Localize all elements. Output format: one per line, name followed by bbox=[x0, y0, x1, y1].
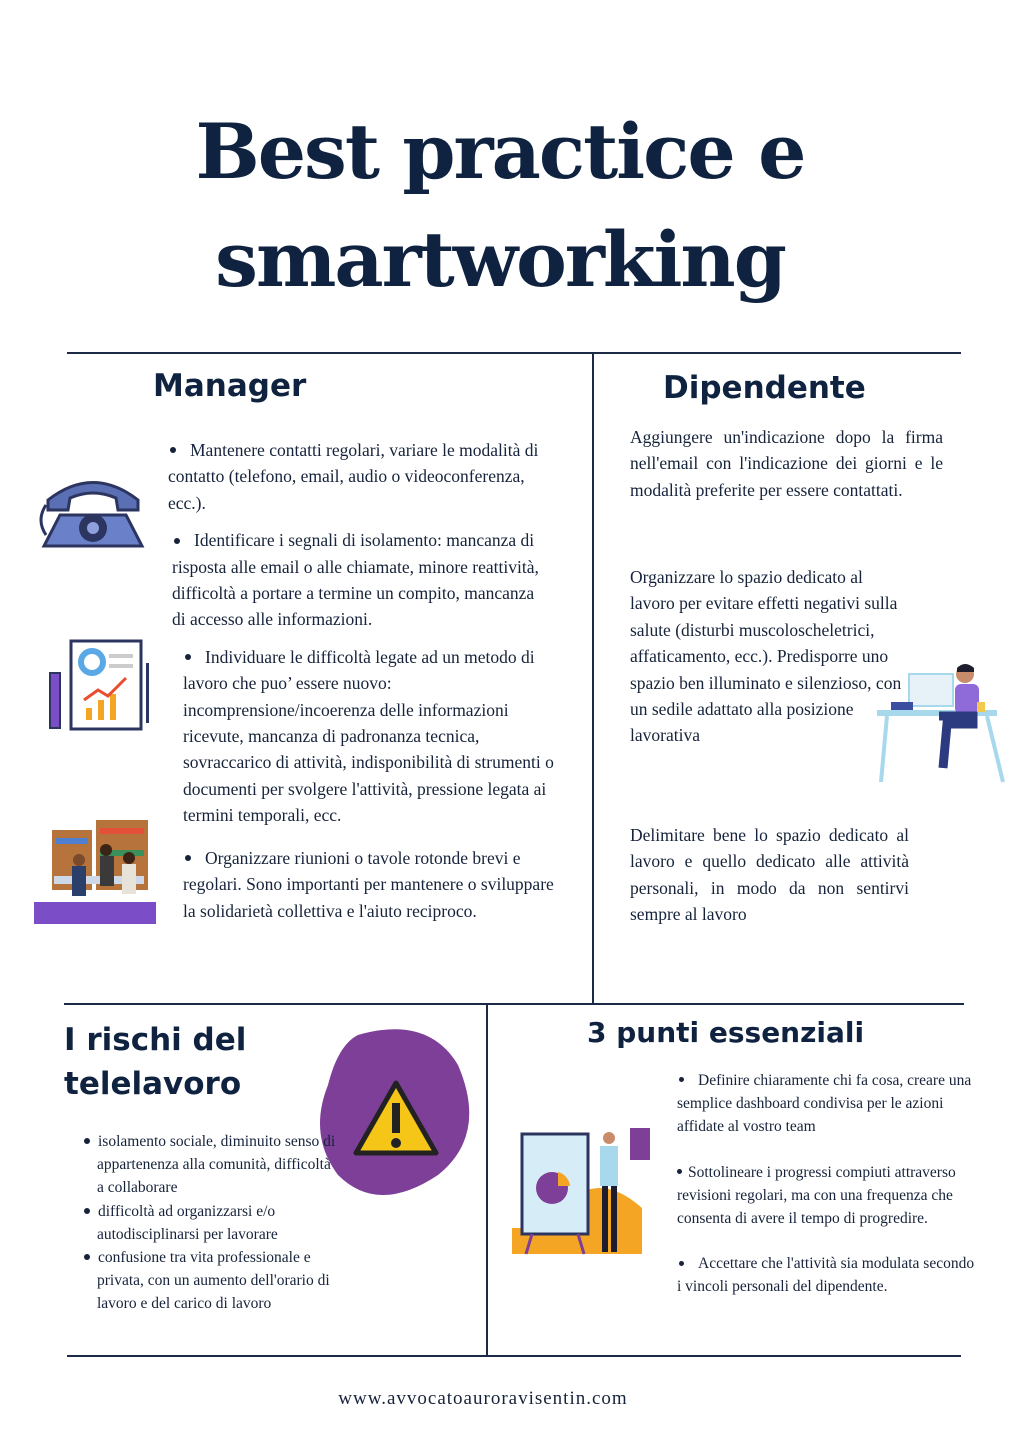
list-item-text: difficoltà ad organizzarsi e/o autodisciplinarsi per lavorare bbox=[97, 1202, 278, 1243]
warning-blob-icon bbox=[318, 1025, 478, 1205]
rischi-heading bbox=[64, 1018, 246, 1106]
divider bbox=[486, 1004, 488, 1356]
dipendente-heading: Dipendente bbox=[663, 370, 866, 406]
rischi-list bbox=[82, 1130, 337, 1316]
list-item bbox=[677, 1069, 977, 1139]
list-item bbox=[677, 1252, 977, 1298]
list-item-text: Sottolineare i progressi compiuti attraverso revisioni regolari, ma con una frequenza che consenta di avere il tempo di progredire. bbox=[677, 1163, 956, 1228]
list-item bbox=[183, 845, 558, 924]
dipendente-paragraph: Delimitare bene lo spazio dedicato al lavoro e quello dedicato alle attività personali, in modo da non sentirvi sempre al lavoro bbox=[630, 825, 909, 925]
person-at-desk-icon bbox=[877, 660, 1009, 785]
list-item bbox=[677, 1161, 977, 1231]
list-item-text: confusione tra vita professionale e privata, con un aumento dell'orario di lavoro e del carico di lavoro bbox=[97, 1249, 330, 1313]
list-item-text: Identificare i segnali di isolamento: mancanza di risposta alle email o alle chiamate, minore reattività, difficoltà a portare a termine un compito, mancanza di accesso alle informazioni. bbox=[172, 530, 539, 630]
divider bbox=[64, 1003, 964, 1005]
divider bbox=[592, 353, 594, 1004]
list-item-text: isolamento sociale, diminuito senso di appartenenza alla comunità, difficoltà a collaborare bbox=[97, 1133, 336, 1197]
list-item bbox=[82, 1246, 337, 1316]
divider bbox=[67, 352, 961, 354]
punti-list bbox=[677, 1069, 977, 1299]
list-item bbox=[168, 437, 563, 516]
list-item-text: Individuare le difficoltà legate ad un metodo di lavoro che puo’ essere nuovo: incomprensione/incoerenza delle informazioni ricevute, mancanza di padronanza tecnica, sovraccarico di attività, indisponibilità di strumenti o documenti per svolgere l'attività, pressione legata ai termini temporali, ecc. bbox=[183, 646, 554, 826]
title-line-2: smartworking bbox=[215, 215, 785, 304]
list-item bbox=[172, 527, 547, 633]
list-item bbox=[82, 1130, 337, 1200]
list-item-text: Accettare che l'attività sia modulata secondo i vincoli personali del dipendente. bbox=[677, 1255, 975, 1296]
page-title bbox=[0, 98, 1000, 314]
footer-website[interactable]: www.avvocatoauroravisentin.com bbox=[338, 1388, 628, 1409]
report-chart-icon bbox=[46, 638, 152, 733]
punti-heading: 3 punti essenziali bbox=[587, 1016, 865, 1049]
manager-list bbox=[168, 437, 563, 935]
title-line-1: Best practice e bbox=[195, 107, 805, 196]
dipendente-paragraph: Aggiungere un'indicazione dopo la firma nell'email con l'indicazione dei giorni e le modalità preferite per essere contattati. bbox=[630, 427, 943, 500]
divider bbox=[67, 1355, 961, 1357]
list-item-text: Organizzare riunioni o tavole rotonde brevi e regolari. Sono importanti per mantenere o sviluppare la solidarietà collettiva e l'aiuto reciproco. bbox=[183, 847, 554, 921]
manager-heading: Manager bbox=[153, 368, 307, 404]
rischi-heading-line-2: telelavoro bbox=[64, 1066, 242, 1102]
list-item bbox=[82, 1200, 337, 1246]
list-item bbox=[183, 644, 558, 829]
list-item-text: Definire chiaramente chi fa cosa, creare una semplice dashboard condivisa per le azioni affidate al vostro team bbox=[677, 1072, 972, 1136]
rischi-heading-line-1: I rischi del bbox=[64, 1022, 247, 1058]
meeting-team-icon bbox=[34, 820, 156, 925]
presentation-icon bbox=[512, 1128, 652, 1256]
dipendente-paragraph: Organizzare lo spazio dedicato al lavoro per evitare effetti negativi sulla salute (disturbi muscoloscheletrici, affaticamento, ecc.). Predisporre uno spazio ben illuminato e silenzioso, con un sedile adattato alla posizione lavorativa bbox=[630, 567, 902, 746]
list-item-text: Mantenere contatti regolari, variare le modalità di contatto (telefono, email, audio o videoconferenza, ecc.). bbox=[168, 440, 539, 513]
telephone-icon bbox=[38, 470, 148, 550]
